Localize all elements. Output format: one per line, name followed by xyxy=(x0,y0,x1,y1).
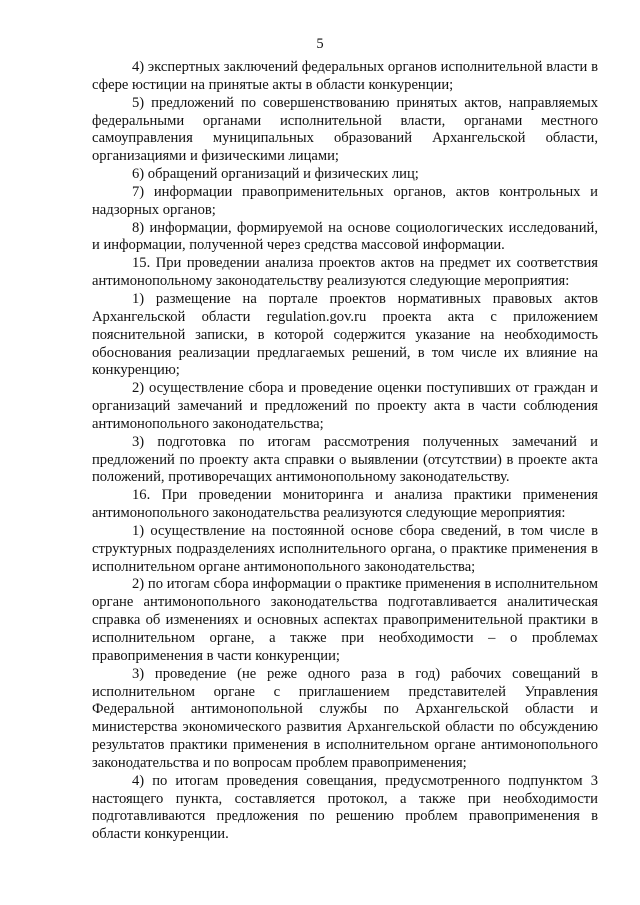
paragraph: 8) информации, формируемой на основе социологических исследований, и информации, полученной через средства массовой информации. xyxy=(92,219,598,254)
document-body xyxy=(92,59,598,844)
paragraph: 4) экспертных заключений федеральных органов исполнительной власти в сфере юстиции на принятые акты в области конкуренции; xyxy=(92,59,598,93)
page-number: 5 xyxy=(316,36,324,52)
paragraph: 1) размещение на портале проектов нормативных правовых актов Архангельской области regulation.gov.ru проекта акта с приложением пояснительной записки, в которой содержится указание на необходимость обоснования реализации предлагаемых решений, в том числе их влияние на конкуренцию; xyxy=(92,290,598,379)
paragraph: 3) подготовка по итогам рассмотрения полученных замечаний и предложений по проекту акта справки о выявлении (отсутствии) в проекте акта положений, противоречащих антимонопольному законодательству. xyxy=(92,433,598,486)
paragraph: 2) по итогам сбора информации о практике применения в исполнительном органе антимонопольного законодательства подготавливается аналитическая справка об изменениях и основных аспектах правоприменительной практики в исполнительном органе, а также при необходимости – о проблемах правоприменения в части конкуренции; xyxy=(92,576,598,664)
paragraph: 7) информации правоприменительных органов, актов контрольных и надзорных органов; xyxy=(92,183,598,218)
section-15-heading: 15. При проведении анализа проектов актов на предмет их соответствия антимонопольному законодательству реализуются следующие мероприятия: xyxy=(92,255,598,290)
paragraph: 1) осуществление на постоянной основе сбора сведений, в том числе в структурных подразделениях исполнительного органа, о практике применения в исполнительном органе антимонопольного законодательства; xyxy=(92,522,598,575)
paragraph: 6) обращений организаций и физических лиц; xyxy=(132,166,419,183)
paragraph: 5) предложений по совершенствованию принятых актов, направляемых федеральными органами исполнительной власти, органами местного самоуправления муниципальных образований Архангельской области, организациями и физическими лицами; xyxy=(92,94,598,165)
paragraph: 2) осуществление сбора и проведение оценки поступивших от граждан и организаций замечаний и предложений по проекту акта в части соблюдения антимонопольного законодательства; xyxy=(92,380,598,432)
section-16-heading: 16. При проведении мониторинга и анализа практики применения антимонопольного законодательства реализуются следующие мероприятия: xyxy=(92,487,598,522)
paragraph: 4) по итогам проведения совещания, предусмотренного подпунктом 3 настоящего пункта, составляется протокол, а также при необходимости подготавливаются предложения по решению проблем правоприменения в области конкуренции. xyxy=(92,772,598,843)
paragraph: 3) проведение (не реже одного раза в год) рабочих совещаний в исполнительном органе с приглашением представителей Управления Федеральной антимонопольной службы по Архангельской области и министерства экономического развития Архангельской области по обсуждению результатов практики применения в исполнительном органе антимонопольного законодательства и по вопросам проблем правоприменения; xyxy=(92,665,598,771)
